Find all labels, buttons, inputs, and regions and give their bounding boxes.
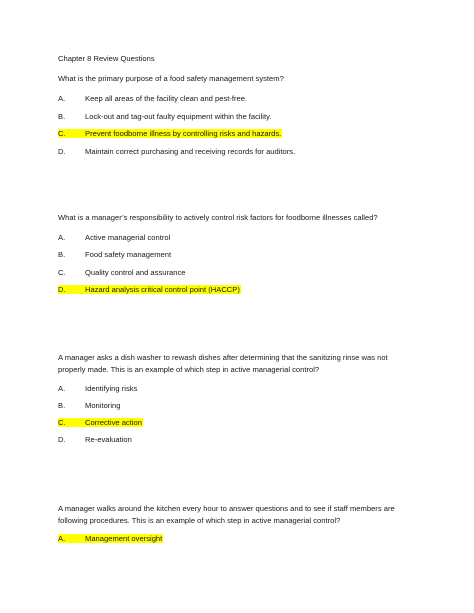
- question-1-text: What is the primary purpose of a food safety management system?: [58, 74, 284, 83]
- question-4-option-a-highlighted: [58, 533, 163, 544]
- option-letter: B.: [58, 112, 66, 121]
- option-letter: A.: [58, 534, 66, 543]
- option-text: Prevent foodborne illness by controlling risks and hazards.: [85, 129, 282, 138]
- option-text: Keep all areas of the facility clean and pest-free.: [85, 94, 248, 103]
- option-text: Monitoring: [85, 401, 121, 410]
- option-letter: A.: [58, 233, 66, 242]
- question-1-option-d: [58, 146, 295, 157]
- option-text: Re-evaluation: [85, 435, 132, 444]
- question-3-option-b: [58, 400, 120, 411]
- option-letter: B.: [58, 401, 66, 410]
- option-letter: B.: [58, 250, 66, 259]
- question-2-option-a: [58, 232, 170, 243]
- question-3-text-line-1: A manager asks a dish washer to rewash dishes after determining that the sanitizing rinse was not: [58, 353, 388, 362]
- question-2-option-d-highlighted: [58, 284, 241, 295]
- option-letter: D.: [58, 285, 66, 294]
- question-3-option-d: [58, 434, 132, 445]
- option-letter: A.: [58, 94, 66, 103]
- option-letter: A.: [58, 384, 66, 393]
- question-2-option-c: [58, 267, 185, 278]
- option-text: Lock-out and tag-out faulty equipment within the facility.: [85, 112, 272, 121]
- question-2-text: What is a manager’s responsibility to actively control risk factors for foodborne illnesses called?: [58, 213, 378, 222]
- question-2-option-b: [58, 249, 171, 260]
- question-1-option-a: [58, 93, 247, 104]
- option-letter: C.: [58, 418, 66, 427]
- option-letter: D.: [58, 435, 66, 444]
- option-text: Identifying risks: [85, 384, 138, 393]
- question-3-option-c-highlighted: [58, 417, 143, 428]
- option-text: Hazard analysis critical control point (HACCP): [85, 285, 240, 294]
- question-4-text-line-2: following procedures. This is an example of which step in active managerial control?: [58, 516, 341, 525]
- question-3-option-a: [58, 383, 137, 394]
- question-1-option-b: [58, 111, 271, 122]
- option-letter: C.: [58, 129, 66, 138]
- option-letter: C.: [58, 268, 66, 277]
- option-text: Active managerial control: [85, 233, 171, 242]
- question-1-option-c-highlighted: [58, 128, 282, 139]
- question-4-text-line-1: A manager walks around the kitchen every hour to answer questions and to see if staff members are: [58, 504, 395, 513]
- option-text: Quality control and assurance: [85, 268, 186, 277]
- option-letter: D.: [58, 147, 66, 156]
- option-text: Management oversight: [85, 534, 163, 543]
- option-text: Corrective action: [85, 418, 142, 427]
- option-text: Maintain correct purchasing and receiving records for auditors.: [85, 147, 296, 156]
- document-title: Chapter 8 Review Questions: [58, 54, 155, 63]
- question-3-text-line-2: properly made. This is an example of which step in active managerial control?: [58, 365, 320, 374]
- option-text: Food safety management: [85, 250, 172, 259]
